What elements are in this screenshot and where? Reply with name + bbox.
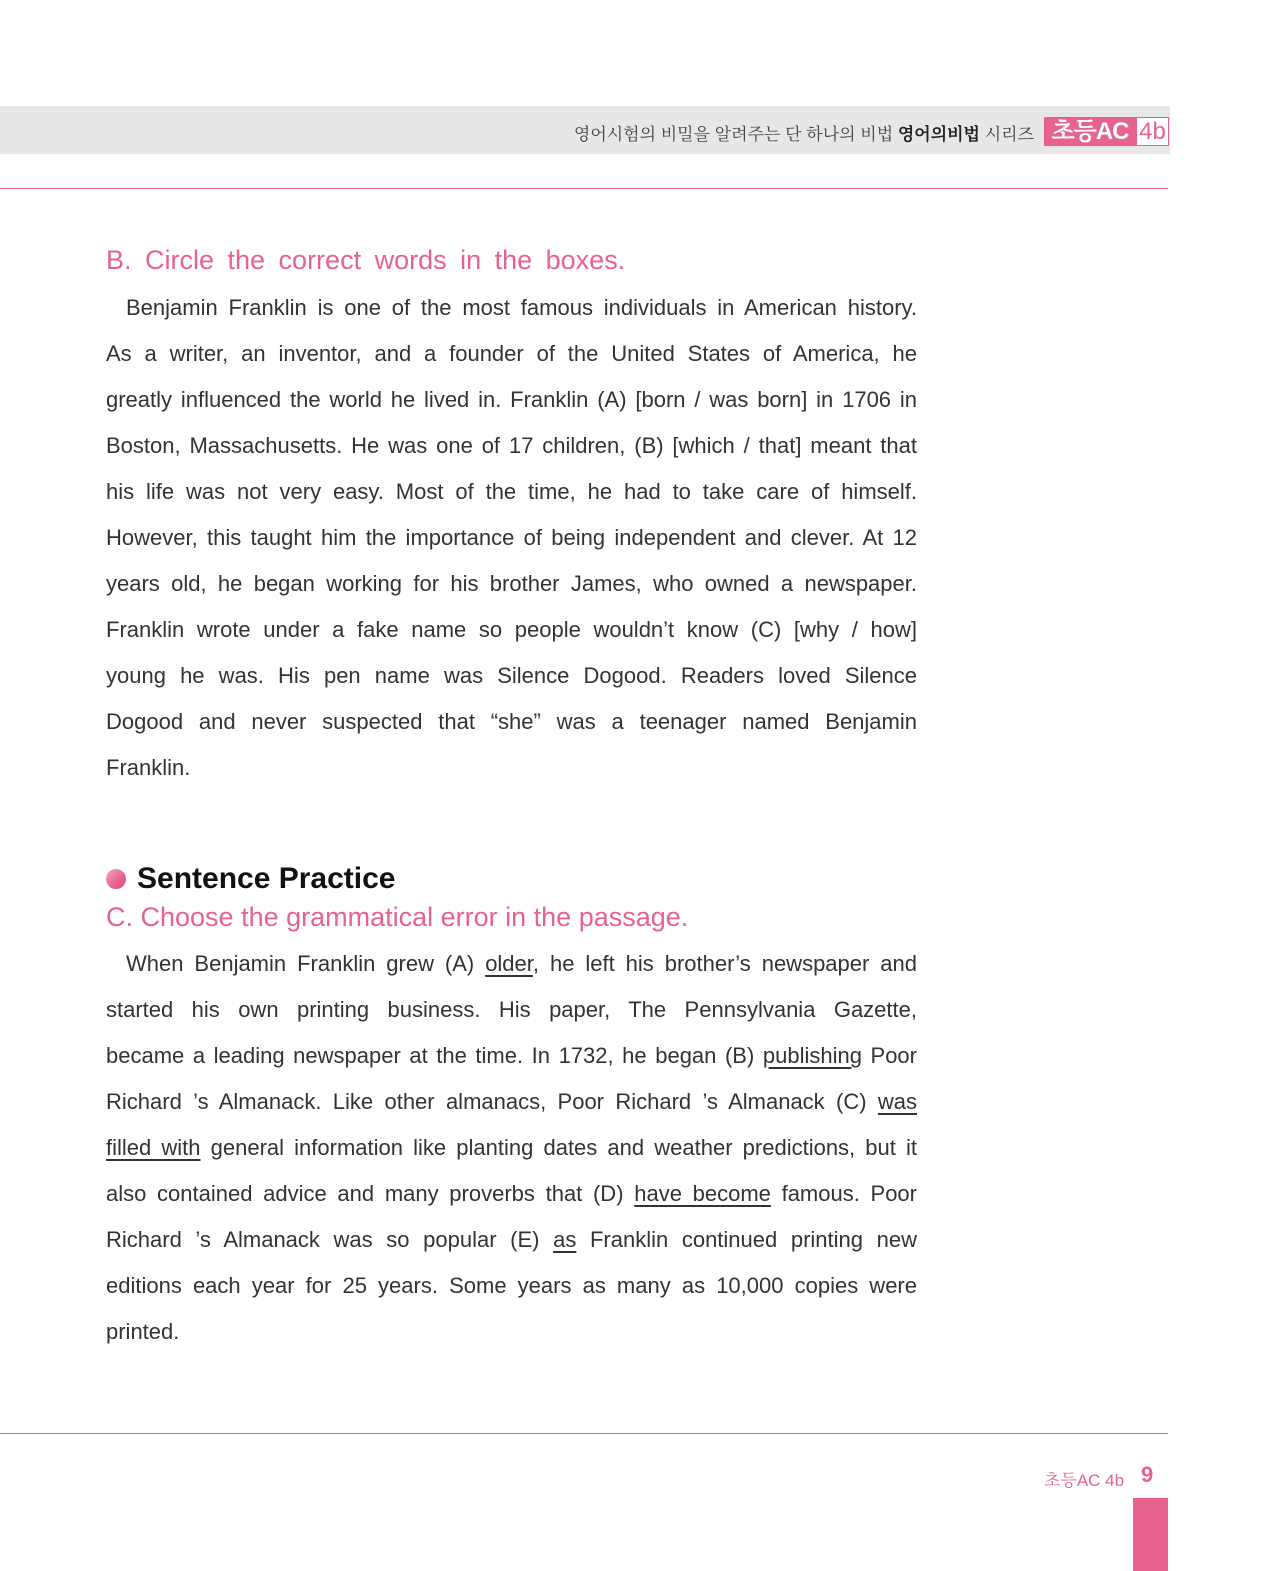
passage-line: Franklin. (106, 755, 191, 780)
top-divider (0, 188, 1168, 189)
passage-line: As a writer, an inventor, and a founder of the United States of America, he (106, 341, 917, 366)
footer-label: 초등AC 4b (1044, 1471, 1125, 1490)
section-c-title: C. Choose the grammatical error in the passage. (106, 902, 689, 932)
passage-line: When Benjamin Franklin grew (A) older, he left his brother’s newspaper and (126, 951, 917, 976)
passage-line: started his own printing business. His paper, The Pennsylvania Gazette, (106, 997, 917, 1022)
section-b-passage (106, 285, 917, 791)
bullet-dot-icon (106, 869, 126, 889)
passage-line: Richard ’s Almanack was so popular (E) as Franklin continued printing new (106, 1227, 917, 1252)
passage-line: Benjamin Franklin is one of the most famous individuals in American history. (126, 295, 917, 320)
sentence-practice-heading (106, 862, 395, 896)
header-level-badge: 4b (1136, 117, 1169, 146)
page-number: 9 (1141, 1462, 1154, 1487)
passage-line: greatly influenced the world he lived in. Franklin (A) [born / was born] in 1706 in (106, 387, 917, 412)
underlined-option-c-cont: filled with (106, 1135, 201, 1160)
header-series-name: 영어의비법 (897, 125, 980, 144)
passage-line: young he was. His pen name was Silence Dogood. Readers loved Silence (106, 663, 917, 688)
section-c-passage (106, 941, 917, 1355)
underlined-option-e: as (553, 1227, 577, 1252)
passage-line: Dogood and never suspected that “she” was a teenager named Benjamin (106, 709, 917, 734)
passage-line: also contained advice and many proverbs that (D) have become famous. Poor (106, 1181, 917, 1206)
page-tab-marker (1133, 1498, 1168, 1571)
section-b-title: B. Circle the correct words in the boxes. (106, 245, 626, 275)
passage-line: years old, he began working for his brother James, who owned a newspaper. (106, 571, 917, 596)
passage-line: However, this taught him the importance of being independent and clever. At 12 (106, 525, 917, 550)
underlined-option-d: have become (634, 1181, 771, 1206)
passage-line: Franklin wrote under a fake name so people wouldn’t know (C) [why / how] (106, 617, 917, 642)
header-badge: 초등AC (1044, 117, 1136, 146)
underlined-option-b: publishing (762, 1043, 862, 1068)
bottom-divider (0, 1433, 1168, 1434)
underlined-option-c: was (877, 1089, 917, 1114)
underlined-option-a: older (485, 951, 533, 976)
passage-line: editions each year for 25 years. Some years as many as 10,000 copies were (106, 1273, 917, 1298)
passage-line: his life was not very easy. Most of the time, he had to take care of himself. (106, 479, 917, 504)
passage-line: Richard ’s Almanack. Like other almanacs, Poor Richard ’s Almanack (C) was (106, 1089, 917, 1114)
passage-line: printed. (106, 1319, 180, 1344)
header-series-text: 영어시험의 비밀을 알려주는 단 하나의 비법 영어의비법 시리즈 (573, 125, 1034, 144)
passage-line: filled with general information like planting dates and weather predictions, but it (106, 1135, 918, 1160)
passage-line: became a leading newspaper at the time. In 1732, he began (B) publishing Poor (106, 1043, 917, 1068)
sentence-practice-label: Sentence Practice (137, 862, 396, 895)
passage-line: Boston, Massachusetts. He was one of 17 children, (B) [which / that] meant that (106, 433, 917, 458)
